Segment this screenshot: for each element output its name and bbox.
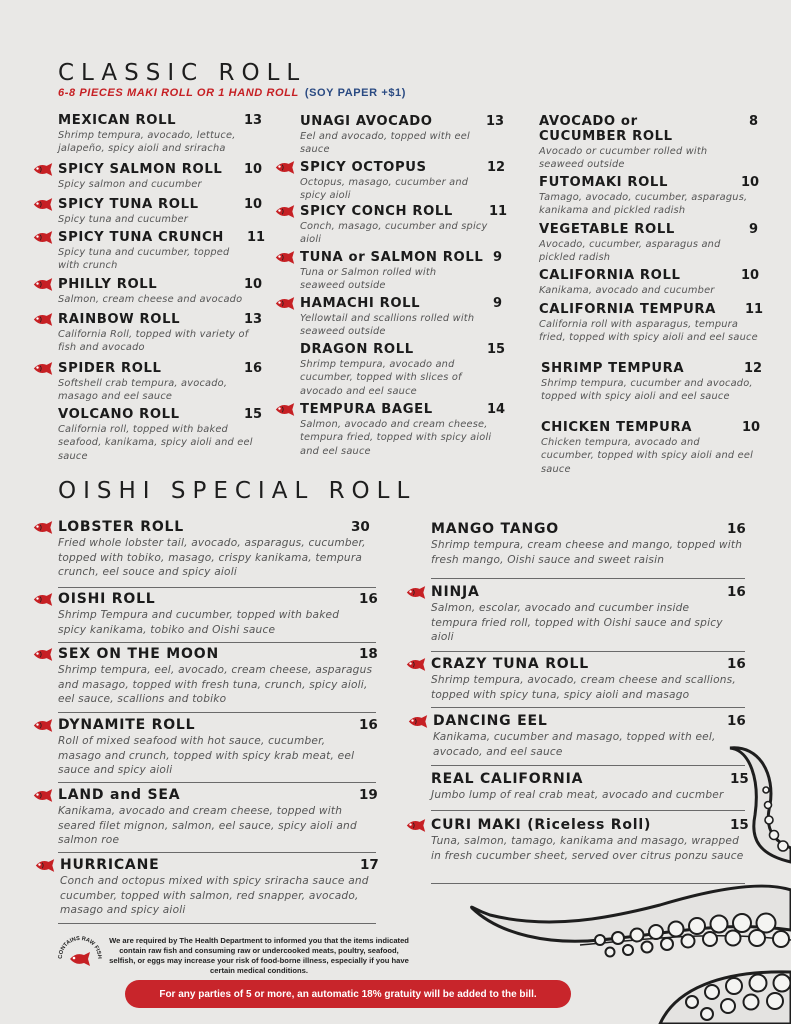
fish-icon — [274, 297, 296, 310]
classic-roll-title: CLASSIC ROLL — [58, 60, 307, 86]
menu-item — [300, 342, 506, 398]
item-description: Roll of mixed seafood with hot sauce, cucumber, masago and crunch, topped with spicy krab meat, eel sauce and spicy aioli — [58, 735, 355, 777]
contains-raw-fish-badge — [56, 932, 104, 972]
fish-icon — [407, 715, 429, 728]
item-description: Shrimp tempura, avocado and cucumber, topped with slices of avocado and eel sauce — [300, 359, 462, 397]
menu-item — [539, 268, 759, 297]
item-description: Octopus, masago, cucumber and spicy aioli — [300, 177, 469, 202]
item-name: AVOCADO or CUCUMBER ROLL — [539, 114, 673, 144]
menu-item — [58, 647, 376, 707]
item-price: 13 — [244, 312, 263, 327]
divider — [58, 852, 376, 853]
item-description: Shrimp tempura, avocado, cream cheese and scallions, topped with spicy tuna, spicy aioli and masago — [431, 674, 736, 701]
item-price: 30 — [351, 519, 370, 535]
menu-item — [58, 718, 376, 778]
badge-text: CONTAINS RAW FISH — [57, 935, 103, 959]
item-description: Avocado or cucumber rolled with seaweed outside — [539, 146, 708, 171]
item-description: Shrimp tempura, avocado, lettuce, jalapeño, spicy aioli and sriracha — [58, 130, 236, 155]
item-description: Kanikama, avocado and cream cheese, topped with seared filet mignon, salmon, eel sauce, spicy aioli and salmon roe — [58, 805, 357, 847]
fish-icon — [34, 859, 56, 872]
menu-item — [431, 585, 746, 645]
menu-item — [539, 302, 764, 345]
fish-icon — [274, 403, 296, 416]
item-name: SEX ON THE MOON — [58, 646, 219, 662]
item-name: VOLCANO ROLL — [58, 407, 180, 422]
item-name: CRAZY TUNA ROLL — [431, 656, 589, 672]
item-name: UNAGI AVOCADO — [300, 114, 433, 129]
divider — [58, 712, 376, 713]
item-name: SPIDER ROLL — [58, 361, 162, 376]
item-name: SPICY CONCH ROLL — [300, 204, 453, 219]
item-price: 15 — [244, 407, 263, 422]
fish-icon — [32, 521, 54, 534]
item-price: 11 — [489, 204, 508, 219]
fish-icon — [405, 586, 427, 599]
fish-icon — [405, 658, 427, 671]
menu-item — [58, 407, 263, 463]
item-name: TUNA or SALMON ROLL — [300, 250, 484, 265]
item-price: 19 — [359, 787, 378, 803]
classic-subtitle-text: 6-8 PIECES MAKI ROLL OR 1 HAND ROLL — [58, 87, 299, 99]
divider — [431, 578, 745, 579]
menu-item — [300, 296, 503, 339]
item-price: 13 — [486, 114, 505, 129]
item-description: Tamago, avocado, cucumber, asparagus, kanikama and pickled radish — [539, 192, 748, 217]
item-description: Spicy tuna and cucumber, topped with crunch — [58, 247, 230, 272]
menu-item — [300, 114, 503, 157]
item-price: 11 — [247, 230, 266, 245]
menu-item — [60, 858, 378, 918]
item-price: 10 — [741, 268, 760, 283]
item-name: PHILLY ROLL — [58, 277, 158, 292]
item-description: Softshell crab tempura, avocado, masago and eel sauce — [58, 378, 228, 403]
item-price: 12 — [744, 361, 763, 376]
menu-item — [58, 520, 376, 580]
item-description: Salmon, avocado and cream cheese, tempura fried, topped with spicy aioli and eel sauce — [300, 419, 492, 457]
menu-item — [541, 420, 763, 476]
item-description: California Roll, topped with variety of fish and avocado — [58, 329, 249, 354]
item-name: FUTOMAKI ROLL — [539, 175, 668, 190]
menu-item — [431, 657, 761, 702]
fish-icon — [32, 198, 54, 211]
item-price: 11 — [745, 302, 764, 317]
fish-icon — [274, 161, 296, 174]
menu-item — [58, 197, 263, 226]
divider — [431, 651, 745, 652]
menu-item — [300, 250, 503, 293]
fish-icon — [274, 205, 296, 218]
item-name: SPICY OCTOPUS — [300, 160, 427, 175]
item-description: Fried whole lobster tail, avocado, asparagus, cucumber, topped with tobiko, masago, crispy kanikama, tempura crunch, eel souce and spicy aioli — [58, 537, 366, 579]
item-price: 9 — [493, 250, 503, 265]
item-description: Eel and avocado, topped with eel sauce — [300, 131, 470, 156]
item-price: 10 — [742, 420, 761, 435]
fish-icon — [32, 593, 54, 606]
item-price: 16 — [359, 717, 378, 733]
gratuity-banner — [125, 980, 571, 1008]
item-price: 9 — [493, 296, 503, 311]
item-price: 18 — [359, 646, 378, 662]
item-price: 14 — [487, 402, 506, 417]
item-price: 13 — [244, 113, 263, 128]
classic-roll-subtitle — [58, 87, 406, 99]
fish-icon — [32, 789, 54, 802]
menu-item — [58, 361, 263, 404]
menu-item — [58, 113, 263, 156]
divider — [58, 923, 376, 924]
item-name: DYNAMITE ROLL — [58, 717, 196, 733]
item-description: Shrimp tempura, cream cheese and mango, topped with fresh mango, Oishi sauce and sweet raisin — [431, 539, 743, 566]
item-name: SPICY SALMON ROLL — [58, 162, 223, 177]
item-name: SPICY TUNA CRUNCH — [58, 230, 224, 245]
item-price: 10 — [741, 175, 760, 190]
item-description: Shrimp Tempura and cucumber, topped with baked spicy kanikama, tobiko and Oishi sauce — [58, 609, 340, 636]
menu-item — [300, 160, 506, 203]
item-description: Shrimp tempura, eel, avocado, cream cheese, asparagus and masago, topped with fresh tuna, crunch, spicy aioli, eel sauce, scallions and tobiko — [58, 664, 373, 706]
item-name: LOBSTER ROLL — [58, 519, 184, 535]
fish-icon — [32, 362, 54, 375]
menu-item — [539, 175, 759, 218]
health-notice: We are required by The Health Department to informed you that the items indicated contain raw fish and consuming raw or undercooked meats, poultry, seafood, selfish, or eggs may increase your risk of food-borne illness, especially if you have certain medical conditions. — [109, 936, 409, 975]
item-name: DRAGON ROLL — [300, 342, 414, 357]
menu-item — [58, 312, 263, 355]
item-name: MANGO TANGO — [431, 521, 559, 537]
menu-item — [58, 788, 376, 848]
item-price: 16 — [359, 591, 378, 607]
menu-item — [58, 162, 263, 191]
item-name: VEGETABLE ROLL — [539, 222, 675, 237]
item-name: NINJA — [431, 584, 480, 600]
divider — [58, 782, 376, 783]
item-name: CHICKEN TEMPURA — [541, 420, 693, 435]
item-name: DANCING EEL — [433, 713, 548, 729]
item-description: Conch and octopus mixed with spicy sriracha sauce and cucumber, topped with salmon, red snapper, avocado, masago and spicy aioli — [60, 875, 369, 917]
divider — [58, 587, 376, 588]
item-description: Shrimp tempura, cucumber and avocado, topped with spicy aioli and eel sauce — [541, 378, 753, 403]
fish-icon — [32, 313, 54, 326]
item-price: 10 — [244, 197, 263, 212]
item-price: 15 — [487, 342, 506, 357]
soy-paper-note: (SOY PAPER +$1) — [304, 87, 407, 99]
item-name: LAND and SEA — [58, 787, 181, 803]
item-name: TEMPURA BAGEL — [300, 402, 433, 417]
divider — [431, 707, 745, 708]
item-name: CALIFORNIA TEMPURA — [539, 302, 716, 317]
item-description: Spicy salmon and cucumber — [58, 179, 202, 190]
item-description: Kanikama, cucumber and masago, topped with eel, avocado, and eel sauce — [433, 731, 716, 758]
fish-icon — [405, 819, 427, 832]
item-description: Tuna, salmon, tamago, kanikama and masago, wrapped in fresh cucumber sheet, served over citrus ponzu sauce — [431, 835, 744, 862]
item-price: 15 — [730, 771, 749, 787]
item-price: 16 — [727, 584, 746, 600]
item-description: Spicy tuna and cucumber — [58, 214, 188, 225]
item-price: 10 — [244, 277, 263, 292]
menu-item — [300, 204, 508, 247]
item-description: Kanikama, avocado and cucumber — [539, 285, 715, 296]
item-name: REAL CALIFORNIA — [431, 771, 584, 787]
item-description: Tuna or Salmon rolled with seaweed outside — [300, 267, 437, 292]
menu-item — [541, 361, 763, 404]
item-name: SPICY TUNA ROLL — [58, 197, 199, 212]
item-price: 8 — [749, 114, 759, 129]
fish-icon — [32, 231, 54, 244]
item-name: CALIFORNIA ROLL — [539, 268, 681, 283]
item-price: 16 — [727, 656, 746, 672]
item-price: 10 — [244, 162, 263, 177]
item-name: HURRICANE — [60, 857, 160, 873]
special-roll-title: OISHI SPECIAL ROLL — [58, 478, 417, 504]
fish-icon — [32, 163, 54, 176]
fish-icon — [32, 278, 54, 291]
item-price: 9 — [749, 222, 759, 237]
item-description: California roll, topped with baked seafood, kanikama, spicy aioli and eel sauce — [58, 424, 253, 462]
item-name: SHRIMP TEMPURA — [541, 361, 685, 376]
fish-icon — [32, 719, 54, 732]
item-description: Jumbo lump of real crab meat, avocado and cucmber — [431, 789, 724, 801]
item-price: 16 — [727, 521, 746, 537]
item-name: CURI MAKI (Riceless Roll) — [431, 817, 652, 833]
menu-item — [539, 222, 759, 265]
menu-item — [300, 402, 505, 458]
item-description: California roll with asparagus, tempura fried, topped with spicy aioli and eel sauce — [539, 319, 758, 344]
item-price: 17 — [360, 857, 379, 873]
item-name: HAMACHI ROLL — [300, 296, 421, 311]
item-price: 16 — [727, 713, 746, 729]
item-description: Avocado, cucumber, asparagus and pickled radish — [539, 239, 721, 264]
item-price: 12 — [487, 160, 506, 175]
menu-item — [58, 230, 266, 273]
menu-item — [539, 114, 759, 172]
menu-item — [58, 277, 263, 306]
item-description: Salmon, escolar, avocado and cucumber inside tempura fried roll, topped with Oishi sauce and spicy aioli — [431, 602, 723, 644]
item-name: MEXICAN ROLL — [58, 113, 177, 128]
divider — [58, 642, 376, 643]
menu-item — [58, 592, 376, 637]
item-name: RAINBOW ROLL — [58, 312, 181, 327]
item-price: 16 — [244, 361, 263, 376]
item-description: Conch, masago, cucumber and spicy aioli — [300, 221, 488, 246]
menu-item — [431, 522, 746, 567]
item-price: 15 — [730, 817, 749, 833]
item-description: Yellowtail and scallions rolled with seaweed outside — [300, 313, 475, 338]
item-description: Chicken tempura, avocado and cucumber, topped with spicy aioli and eel sauce — [541, 437, 754, 475]
fish-icon — [32, 648, 54, 661]
item-name: OISHI ROLL — [58, 591, 156, 607]
item-description: Salmon, cream cheese and avocado — [58, 294, 243, 305]
gratuity-text: For any parties of 5 or more, an automatic 18% gratuity will be added to the bill. — [159, 988, 537, 1000]
fish-icon — [274, 251, 296, 264]
